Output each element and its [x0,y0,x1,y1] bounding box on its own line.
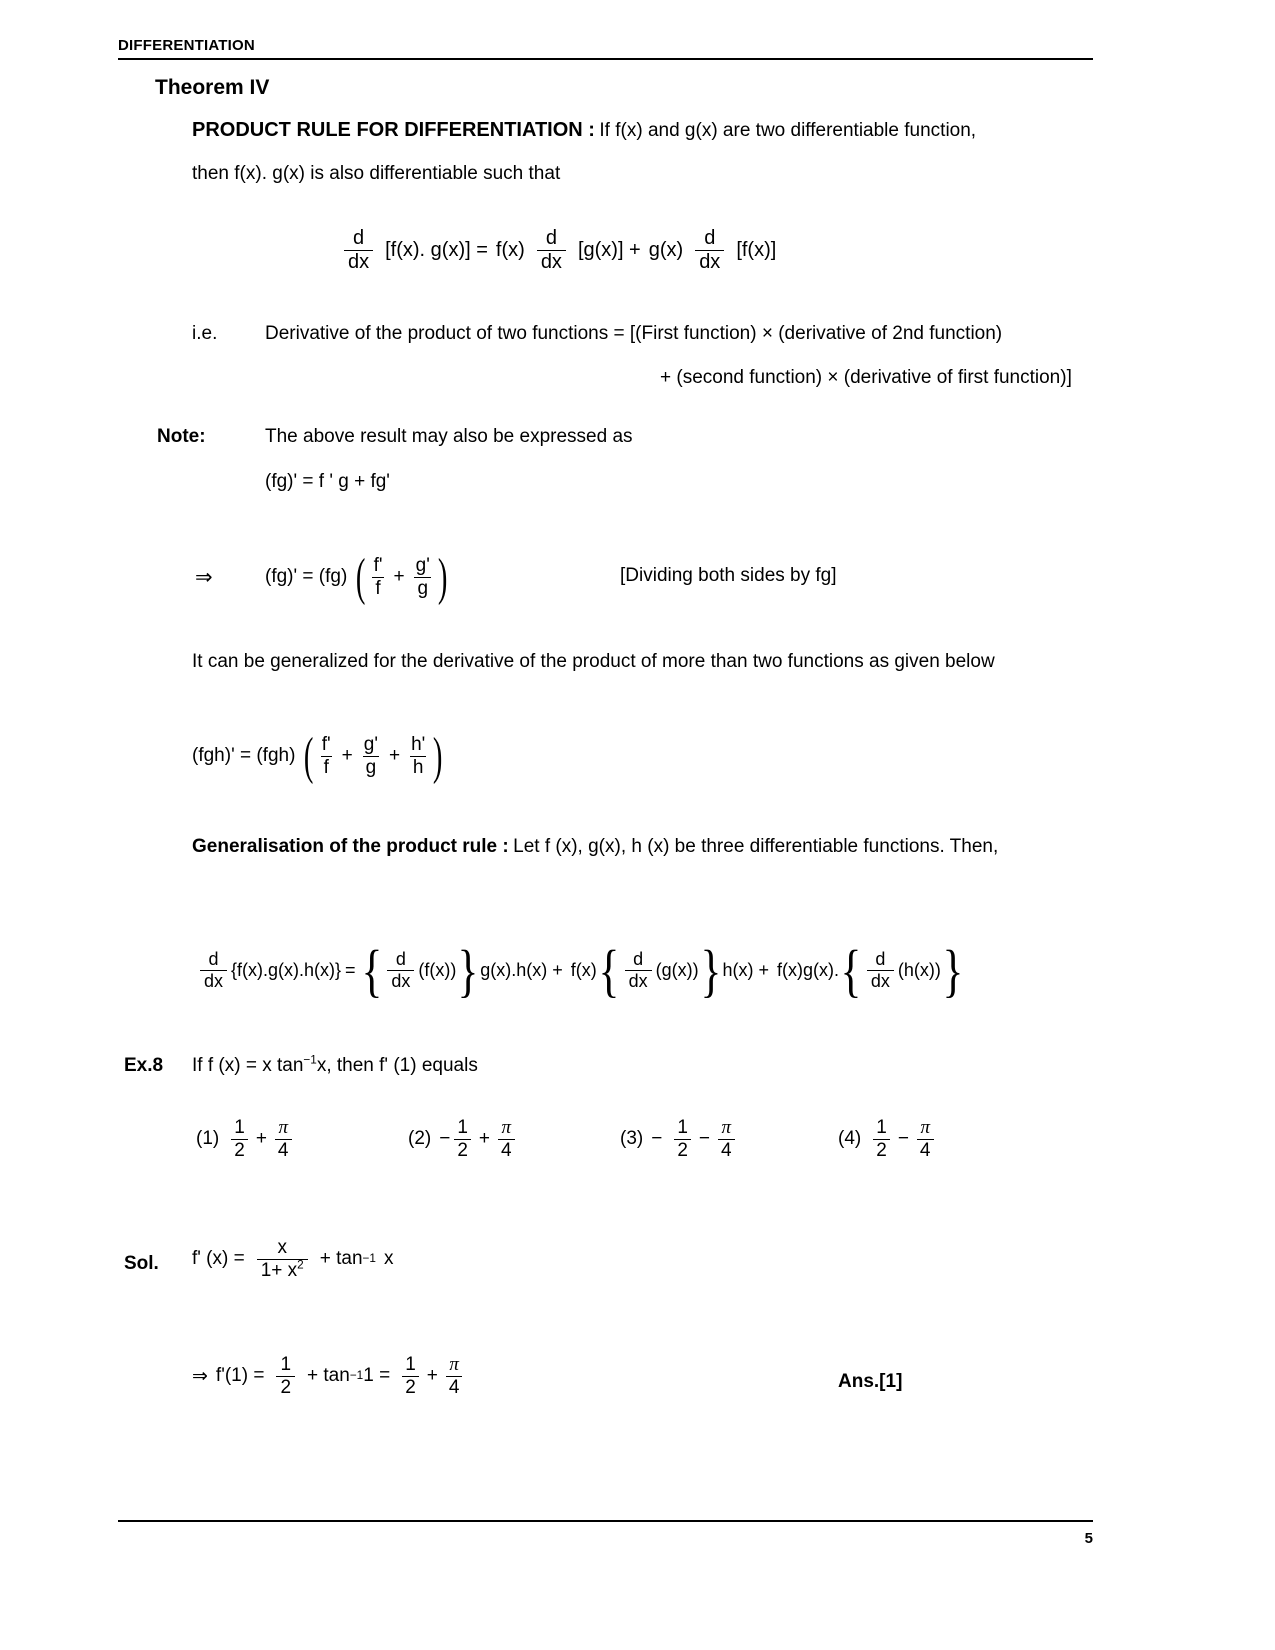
option-fraction-a: $\frac{1}{2}$ [873,1118,890,1161]
solution-line-2: ⇒ f'(1) = $\frac{1}{2}$ + tan −1 1 = $\frac{1}{2}$ + $\frac{\pi}{4}$ [192,1355,466,1398]
left-brace-icon-2: { [598,938,620,1004]
right-paren-icon: ) [437,549,448,607]
option-operator: − [897,1128,909,1150]
option-2[interactable] [408,1118,519,1161]
option-1[interactable] [196,1118,296,1161]
formula-gx-bracket: [g(x)] + [577,239,641,261]
result-fraction-b: $\frac{\pi}{4}$ [446,1355,463,1398]
formula-f-of-x: f(x) [495,239,525,261]
sol-line2-arrow: ⇒ [192,1365,208,1388]
option-fraction-b: $\frac{\pi}{4}$ [917,1118,934,1161]
option-sign: − [651,1128,663,1150]
option-operator: + [478,1128,491,1150]
f-prime-over-f: $\frac{f'}{f}$ [373,555,383,599]
answer-badge: Ans.[1] [838,1371,903,1392]
solution-label: Sol. [124,1253,159,1274]
example-label: Ex.8 [124,1055,164,1076]
example-question [192,1052,478,1080]
product-rule-text-line2: then f(x). g(x) is also differentiable such that [192,163,561,184]
footer-divider [118,1520,1093,1522]
option-fraction-b: $\frac{\pi}{4}$ [275,1118,292,1161]
option-fraction-a: $\frac{1}{2}$ [231,1118,248,1161]
left-paren-icon: ( [356,549,366,607]
sol-line2-mid-post: 1 = [363,1365,391,1387]
option-number: (4) [838,1128,862,1150]
generalisation-statement [192,833,1097,861]
implication-arrow: ⇒ [195,565,213,589]
option-fraction-b: $\frac{\pi}{4}$ [498,1118,515,1161]
plus-sign-2: + [388,745,401,767]
big-lhs-body: {f(x).g(x).h(x)} [231,959,342,980]
question-pre: If f (x) = x tan [192,1055,304,1076]
page-header [118,38,1093,60]
sol-line1-tail-pre: + tan [319,1248,363,1270]
d-dx-fraction-t1: $\frac{d}{dx}$ [387,950,414,991]
term2-lead: f(x) [570,959,597,980]
term1-inner: (f(x)) [418,959,457,980]
product-rule-text: If f(x) and g(x) are two differentiable function, [599,120,977,141]
ie-line-1: Derivative of the product of two functions = [(First function) × (derivative of 2nd function) [265,323,1003,344]
equals-sign: = [345,959,356,980]
plus-sign: + [393,566,405,588]
d-dx-fraction-main: $\frac{d}{dx}$ [200,950,227,991]
d-dx-fraction-t2: $\frac{d}{dx}$ [625,950,652,991]
result-plus: + [426,1365,438,1387]
generalisation-text: Let f (x), g(x), h (x) be three differentiable functions. Then, [513,836,999,857]
fgh-lhs: (fgh)' = (fgh) [192,745,296,767]
option-4[interactable] [838,1118,938,1161]
formula-fgh-expanded [192,728,444,786]
sol-line1-lhs: f' (x) = [192,1248,245,1270]
left-brace-icon-1: { [361,938,382,1004]
question-exponent: −1 [303,1053,317,1067]
term3-inner: (h(x)) [897,959,941,980]
d-dx-fraction-t3: $\frac{d}{dx}$ [867,950,894,991]
sol-line2-mid-pre: + tan [307,1365,350,1387]
option-number: (3) [620,1128,644,1150]
product-rule-title: PRODUCT RULE FOR DIFFERENTIATION : [192,119,595,141]
option-sign: − [439,1128,451,1150]
option-fraction-a: $\frac{1}{2}$ [454,1118,471,1161]
formula-fg-expanded [265,549,448,607]
ie-line-2: + (second function) × (derivative of first function)] [660,367,1072,388]
option-operator: + [255,1128,267,1150]
term3-lead: f(x)g(x). [776,959,839,980]
f-prime-over-f: $\frac{f'}{f}$ [321,734,331,778]
formula-lhs: [f(x). g(x)] = [385,239,488,261]
note-line-2: (fg)' = f ' g + fg' [265,471,390,492]
theorem-label: Theorem IV [155,76,270,99]
formula-fx-bracket: [f(x)] [736,239,777,261]
header-divider [118,58,1093,60]
product-rule-statement [192,116,1097,145]
right-paren-icon: ) [433,728,443,786]
right-brace-icon-3: } [942,938,964,1004]
sol-line1-tail-post: x [383,1248,394,1270]
d-dx-fraction-2: $\frac{d}{dx}$ [537,228,566,273]
implication-comment: [Dividing both sides by fg] [620,565,837,586]
left-brace-icon-3: { [840,938,862,1004]
d-dx-fraction-3: $\frac{d}{dx}$ [695,228,724,273]
term2-inner: (g(x)) [655,959,699,980]
h-prime-over-h: $\frac{h'}{h}$ [411,734,426,778]
left-paren-icon: ( [304,728,314,786]
result-fraction-a: $\frac{1}{2}$ [402,1355,419,1398]
fg-lhs: (fg)' = (fg) [265,566,348,588]
option-number: (1) [196,1128,220,1150]
g-prime-over-g: $\frac{g'}{g}$ [415,555,430,599]
formula-generalised-product [196,938,965,1004]
option-3[interactable] [620,1118,739,1161]
one-half-fraction: $\frac{1}{2}$ [276,1355,295,1398]
solution-line-1: f' (x) = $\frac{x}{1+ x^2}$ + tan −1 x [192,1237,394,1281]
option-fraction-a: $\frac{1}{2}$ [674,1118,691,1161]
d-dx-fraction-1: $\frac{d}{dx}$ [344,228,373,273]
ie-label: i.e. [192,323,218,344]
right-brace-icon-1: } [457,938,479,1004]
den-exponent: 2 [297,1258,304,1272]
formula-product-rule [340,228,776,273]
option-number: (2) [408,1128,432,1150]
generalize-text: It can be generalized for the derivative of the product of more than two functions as given below [192,651,995,672]
g-prime-over-g: $\frac{g'}{g}$ [363,734,378,778]
option-fraction-b: $\frac{\pi}{4}$ [718,1118,735,1161]
note-label: Note: [157,426,206,447]
plus-sign-1: + [341,745,353,767]
term2-tail: h(x) + [722,959,769,980]
header-title: DIFFERENTIATION [118,37,255,54]
question-post: x, then f' (1) equals [316,1055,478,1076]
x-over-one-plus-x-squared: $\frac{x}{1+ x^2}$ [257,1238,308,1281]
page-number: 5 [1084,1530,1093,1547]
sol-line2-lhs: f'(1) = [215,1365,265,1387]
right-brace-icon-2: } [700,938,721,1004]
term1-tail: g(x).h(x) + [480,959,563,980]
note-line-1: The above result may also be expressed as [265,426,633,447]
option-operator: − [698,1128,711,1150]
generalisation-title: Generalisation of the product rule : [192,836,509,857]
formula-g-of-x: g(x) [648,239,684,261]
